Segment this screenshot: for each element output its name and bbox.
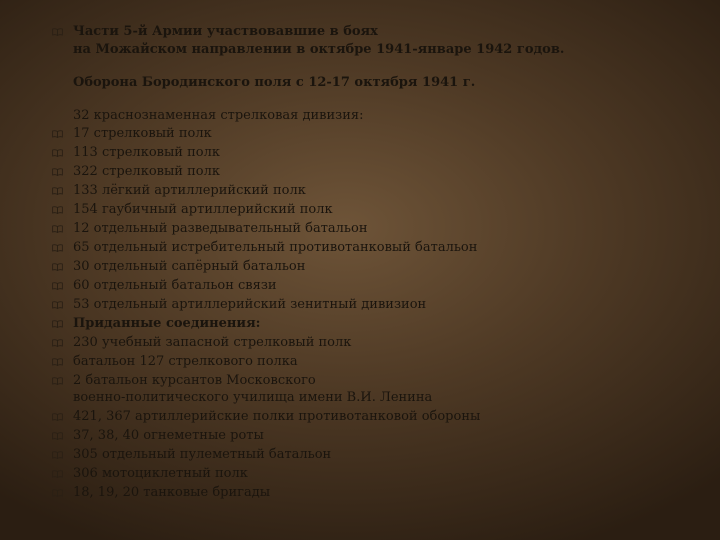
- list-item-text: 53 отдельный артиллерийский зенитный дивизион: [73, 297, 427, 312]
- list-item-text: 421, 367 артиллерийские полки противотанковой обороны: [73, 409, 481, 424]
- list-item-text: 305 отдельный пулеметный батальон: [73, 447, 332, 462]
- list-item-text: 17 стрелковый полк: [73, 126, 212, 141]
- subheading: Оборона Бородинского поля с 12-17 октября 1941 г.: [73, 75, 476, 90]
- open-book-icon: [52, 451, 63, 459]
- list-item-text: 12 отдельный разведывательный батальон: [73, 221, 368, 236]
- list-item-text: 133 лёгкий артиллерийский полк: [73, 183, 306, 198]
- open-book-icon: [52, 263, 63, 271]
- open-book-icon: [52, 130, 63, 138]
- open-book-icon: [52, 28, 63, 36]
- list-item-text: 32 краснознаменная стрелковая дивизия:: [73, 108, 364, 123]
- open-book-icon: [52, 432, 63, 440]
- list-item-text: 306 мотоциклетный полк: [73, 466, 248, 481]
- list-item-text: 18, 19, 20 танковые бригады: [73, 485, 271, 500]
- heading-line-1: Части 5-й Армии участвовавшие в боях: [73, 24, 378, 39]
- open-book-icon: [52, 225, 63, 233]
- open-book-icon: [52, 320, 63, 328]
- list-item-text: 65 отдельный истребительный противотанковый батальон: [73, 240, 478, 255]
- open-book-icon: [52, 282, 63, 290]
- open-book-icon: [52, 339, 63, 347]
- open-book-icon: [52, 470, 63, 478]
- list-item-text: 30 отдельный сапёрный батальон: [73, 259, 306, 274]
- open-book-icon: [52, 377, 63, 385]
- open-book-icon: [52, 301, 63, 309]
- list-item-text: 113 стрелковый полк: [73, 145, 220, 160]
- list-item-text: 154 гаубичный артиллерийский полк: [73, 202, 333, 217]
- heading-line-2: на Можайском направлении в октябре 1941-январе 1942 годов.: [73, 42, 565, 57]
- list-item-text: Приданные соединения:: [73, 316, 261, 331]
- open-book-icon: [52, 413, 63, 421]
- list-item-text: военно-политического училища имени В.И. Ленина: [73, 390, 433, 405]
- open-book-icon: [52, 206, 63, 214]
- open-book-icon: [52, 187, 63, 195]
- open-book-icon: [52, 489, 63, 497]
- open-book-icon: [52, 149, 63, 157]
- list-item-text: 322 стрелковый полк: [73, 164, 220, 179]
- list-item-text: 2 батальон курсантов Московского: [73, 373, 316, 388]
- open-book-icon: [52, 168, 63, 176]
- open-book-icon: [52, 244, 63, 252]
- list-item-text: 230 учебный запасной стрелковый полк: [73, 335, 352, 350]
- list-item-text: 37, 38, 40 огнеметные роты: [73, 428, 264, 443]
- open-book-icon: [52, 358, 63, 366]
- list-item-text: 60 отдельный батальон связи: [73, 278, 277, 293]
- list-item-text: батальон 127 стрелкового полка: [73, 354, 298, 369]
